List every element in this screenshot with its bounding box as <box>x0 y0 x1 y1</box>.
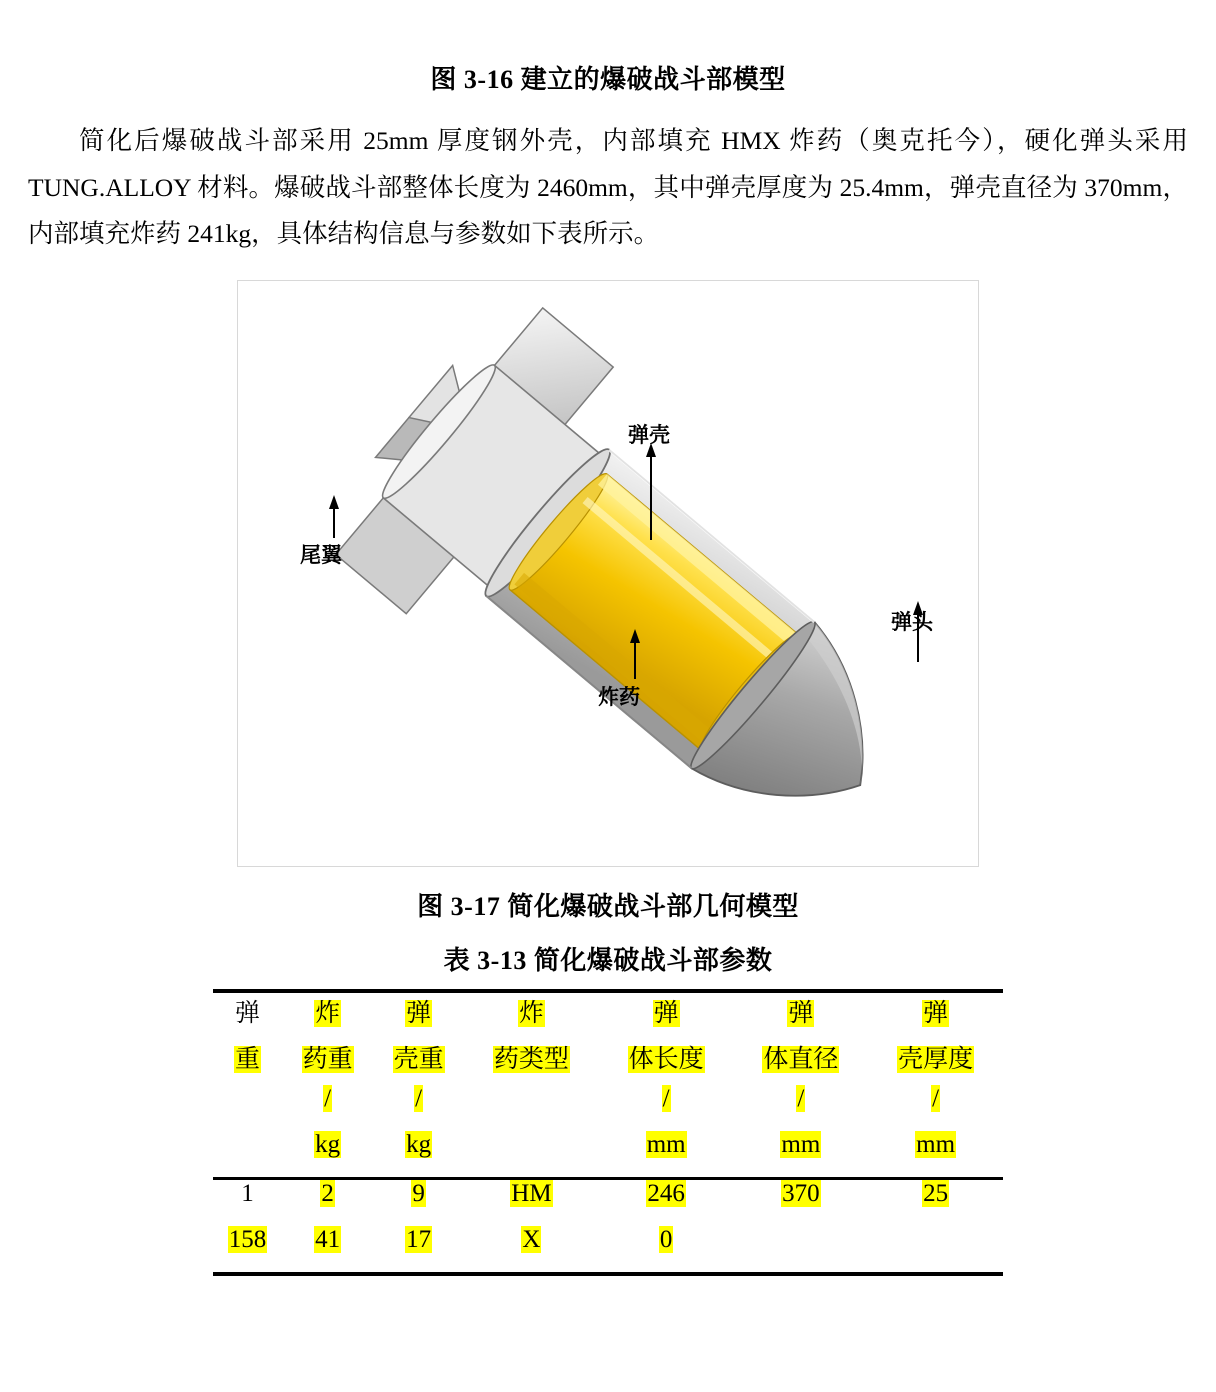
data-cell: 370 <box>782 1180 820 1208</box>
body-paragraph: 简化后爆破战斗部采用 25mm 厚度钢外壳，内部填充 HMX 炸药（奥克托今），硬化弹头采用 TUNG.ALLOY 材料。爆破战斗部整体长度为 2460mm，其中弹壳厚度为 25.4mm，弹壳直径为 370mm，内部填充炸药 241kg，具体结构信息与参数如下表所示。 <box>28 126 1188 249</box>
data-cell: 2 <box>321 1180 334 1208</box>
data-cell: 25 <box>923 1180 949 1208</box>
table-row <box>213 1179 1003 1227</box>
header-cell: / <box>797 1085 805 1113</box>
header-cell: 弹 <box>788 1000 814 1028</box>
header-cell: / <box>932 1085 940 1113</box>
warhead-figure <box>237 280 979 867</box>
parameters-table-wrapper <box>213 989 1003 1280</box>
header-cell: / <box>415 1085 423 1113</box>
header-cell: mm <box>916 1131 956 1159</box>
header-cell: 体直径 <box>763 1046 839 1074</box>
header-cell: 壳厚度 <box>898 1046 974 1074</box>
header-cell: 药类型 <box>493 1046 569 1074</box>
header-cell: 炸 <box>518 1000 544 1028</box>
header-cell: mm <box>646 1131 686 1159</box>
data-cell: 41 <box>315 1226 341 1254</box>
data-cell: 158 <box>228 1226 267 1254</box>
table-row <box>213 1226 1003 1274</box>
header-cell: kg <box>315 1131 341 1159</box>
table-caption-3-13: 表 3-13 简化爆破战斗部参数 <box>443 946 773 975</box>
parameters-table <box>213 989 1003 1280</box>
header-cell: 体长度 <box>628 1046 704 1074</box>
table-header-row <box>213 1131 1003 1179</box>
header-cell: 药重 <box>302 1046 353 1074</box>
header-cell: 炸 <box>315 1000 341 1028</box>
header-cell: 弹 <box>406 1000 432 1028</box>
label-warhead-nose: 弹头 <box>891 610 933 634</box>
data-cell: X <box>522 1226 541 1254</box>
table-bottom-rule <box>213 1274 1003 1280</box>
table-header-row <box>213 991 1003 1039</box>
header-cell: / <box>324 1085 332 1113</box>
header-cell: 壳重 <box>393 1046 444 1074</box>
label-casing: 弹壳 <box>628 423 670 447</box>
figure-caption-3-17: 图 3-17 简化爆破战斗部几何模型 <box>417 891 799 921</box>
header-cell: / <box>662 1085 670 1113</box>
header-cell: 弹 <box>923 1000 949 1028</box>
data-cell: 246 <box>647 1180 685 1208</box>
table-header-row <box>213 1039 1003 1085</box>
header-cell: 弹 <box>653 1000 679 1028</box>
data-cell: 17 <box>406 1226 432 1254</box>
header-cell: 重 <box>235 1046 261 1074</box>
header-cell: mm <box>781 1131 821 1159</box>
table-header-row <box>213 1085 1003 1131</box>
data-cell: 1 <box>241 1180 254 1208</box>
data-cell: HM <box>511 1180 552 1208</box>
warhead-illustration <box>238 281 976 864</box>
label-explosive: 炸药 <box>598 685 640 709</box>
missile-body-group <box>311 287 964 864</box>
label-fins: 尾翼 <box>300 543 342 567</box>
document-page <box>0 62 1216 1392</box>
header-cell: kg <box>406 1131 432 1159</box>
header-cell: 弹 <box>235 1000 261 1028</box>
data-cell: 0 <box>659 1226 673 1254</box>
data-cell: 9 <box>412 1180 425 1208</box>
figure-caption-3-16: 图 3-16 建立的爆破战斗部模型 <box>430 65 786 94</box>
